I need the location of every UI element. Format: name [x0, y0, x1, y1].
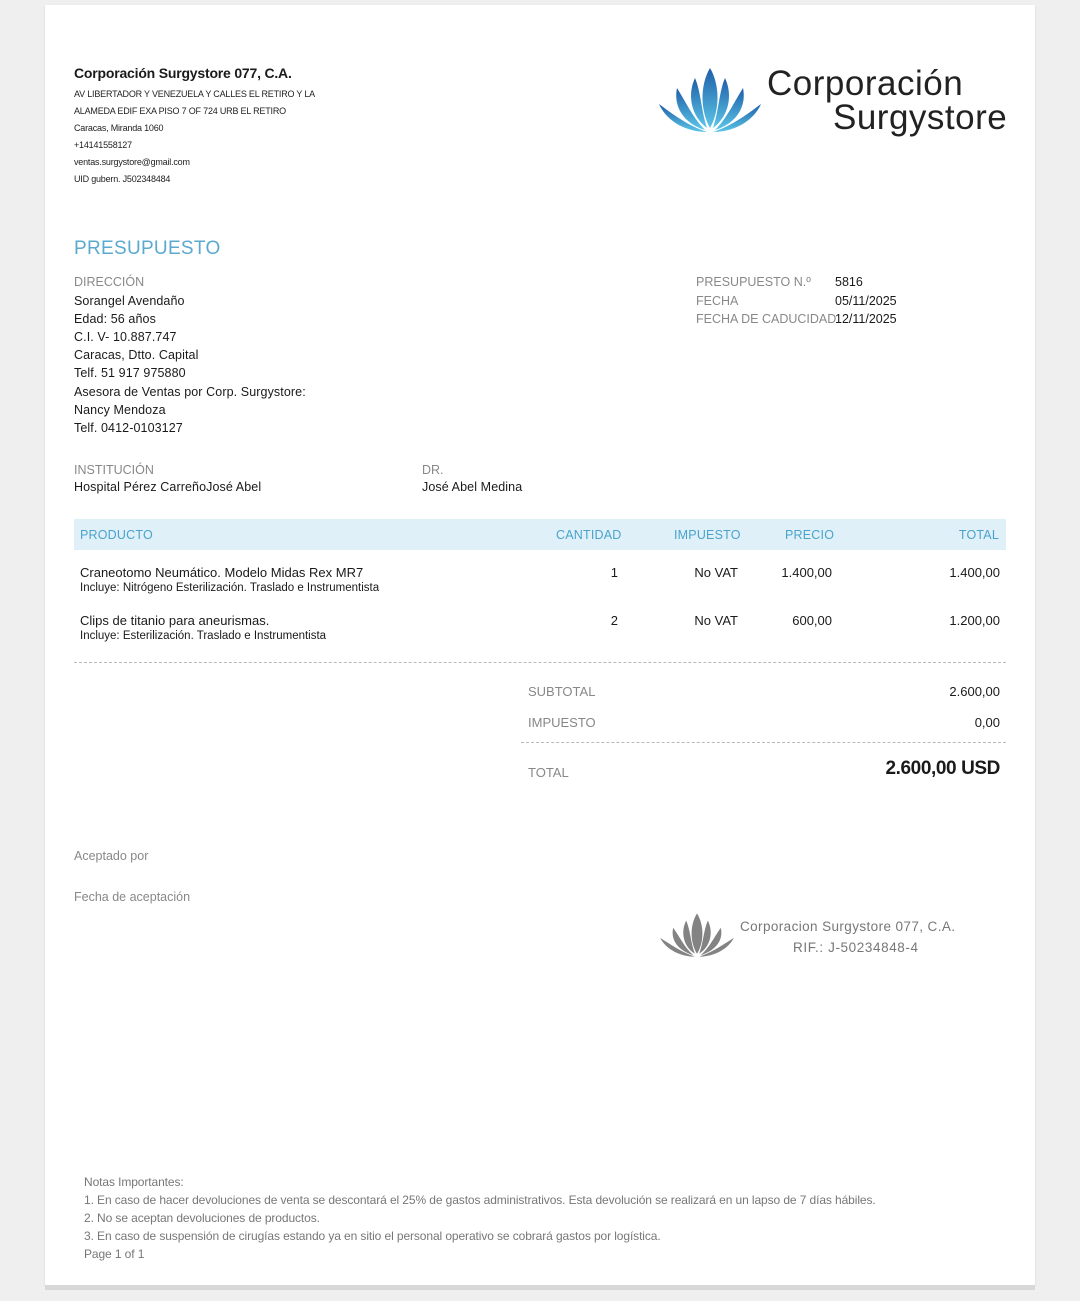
logo-text-line-2: Surgystore [833, 98, 1008, 137]
note-item: 3. En caso de suspensión de cirugías estando ya en sitio el personal operativo se cobrará gastos por logística. [84, 1229, 661, 1243]
notes-title: Notas Importantes: [84, 1175, 184, 1189]
accepted-by-label: Aceptado por [74, 849, 149, 863]
page-shadow [45, 1285, 1035, 1290]
row-quantity: 1 [610, 565, 618, 580]
logo-text-line-1: Corporación [767, 64, 964, 103]
quote-number-label: PRESUPUESTO N.º [696, 275, 811, 289]
row-product: Clips de titanio para aneurismas. [80, 613, 270, 628]
company-address-line-1: AV LIBERTADOR Y VENEZUELA Y CALLES EL RETIRO Y LA [74, 89, 315, 99]
row-detail: Incluye: Nitrógeno Esterilización. Traslado e Instrumentista [80, 582, 380, 594]
grand-total-value: 2.600,00 USD [885, 758, 1000, 779]
document-title: PRESUPUESTO [74, 238, 221, 259]
quote-number-value: 5816 [835, 275, 863, 289]
header-total: TOTAL [958, 528, 999, 542]
stamp-rif: RIF.: J-50234848-4 [793, 940, 919, 955]
company-email: ventas.surgystore@gmail.com [74, 157, 190, 167]
institution-label: INSTITUCIÓN [74, 463, 154, 477]
row-price: 600,00 [792, 613, 832, 628]
client-id: C.I. V- 10.887.747 [74, 330, 177, 344]
sales-advisor-phone: Telf. 0412-0103127 [74, 421, 183, 435]
row-product: Craneotomo Neumático. Modelo Midas Rex MR7 [80, 565, 364, 580]
row-tax: No VAT [694, 613, 738, 628]
row-total: 1.400,00 [949, 565, 1000, 580]
acceptance-date-label: Fecha de aceptación [74, 890, 191, 904]
company-name: Corporación Surgystore 077, C.A. [74, 65, 292, 81]
company-city: Caracas, Miranda 1060 [74, 123, 164, 133]
totals-divider [521, 742, 1006, 743]
row-total: 1.200,00 [949, 613, 1000, 628]
expiry-value: 12/11/2025 [835, 312, 897, 326]
client-name: Sorangel Avendaño [74, 294, 185, 308]
header-tax: IMPUESTO [674, 528, 741, 542]
company-address-line-2: ALAMEDA EDIF EXA PISO 7 OF 724 URB EL RETIRO [74, 106, 286, 116]
stamp-lotus-icon [657, 909, 737, 961]
note-item: 2. No se aceptan devoluciones de productos. [84, 1211, 320, 1225]
row-tax: No VAT [694, 565, 738, 580]
company-uid: UID gubern. J502348484 [74, 174, 171, 184]
table-header [74, 519, 1006, 550]
company-stamp [657, 905, 997, 965]
company-logo [655, 60, 1010, 140]
tax-total-label: IMPUESTO [528, 715, 596, 730]
page-number: Page 1 of 1 [84, 1247, 145, 1261]
expiry-label: FECHA DE CADUCIDAD [696, 312, 837, 326]
client-phone: Telf. 51 917 975880 [74, 366, 186, 380]
institution-value: Hospital Pérez CarreñoJosé Abel [74, 480, 262, 494]
tax-total-value: 0,00 [974, 715, 1000, 730]
sales-advisor-label: Asesora de Ventas por Corp. Surgystore: [74, 385, 306, 399]
sales-advisor-name: Nancy Mendoza [74, 403, 166, 417]
row-price: 1.400,00 [781, 565, 832, 580]
date-value: 05/11/2025 [835, 294, 897, 308]
table-divider [74, 662, 1006, 663]
address-label: DIRECCIÓN [74, 275, 145, 289]
subtotal-label: SUBTOTAL [528, 684, 596, 699]
grand-total-label: TOTAL [528, 765, 569, 780]
doctor-value: José Abel Medina [422, 480, 523, 494]
header-product: PRODUCTO [80, 528, 153, 542]
header-quantity: CANTIDAD [556, 528, 622, 542]
client-age: Edad: 56 años [74, 312, 156, 326]
note-item: 1. En caso de hacer devoluciones de venta se descontará el 25% de gastos administrativos. Esta devolución se realizará en un lapso de 7 días hábiles. [84, 1193, 876, 1207]
subtotal-value: 2.600,00 [949, 684, 1000, 699]
document-page [45, 5, 1035, 1285]
client-city: Caracas, Dtto. Capital [74, 348, 199, 362]
doctor-label: DR. [422, 463, 444, 477]
stamp-company-name: Corporacion Surgystore 077, C.A. [740, 919, 956, 934]
table-row [74, 613, 1006, 649]
row-quantity: 2 [610, 613, 618, 628]
table-row [74, 565, 1006, 601]
date-label: FECHA [696, 294, 739, 308]
row-detail: Incluye: Esterilización. Traslado e Instrumentista [80, 630, 327, 642]
header-price: PRECIO [785, 528, 835, 542]
lotus-icon [655, 60, 765, 140]
company-phone: +14141558127 [74, 140, 132, 150]
